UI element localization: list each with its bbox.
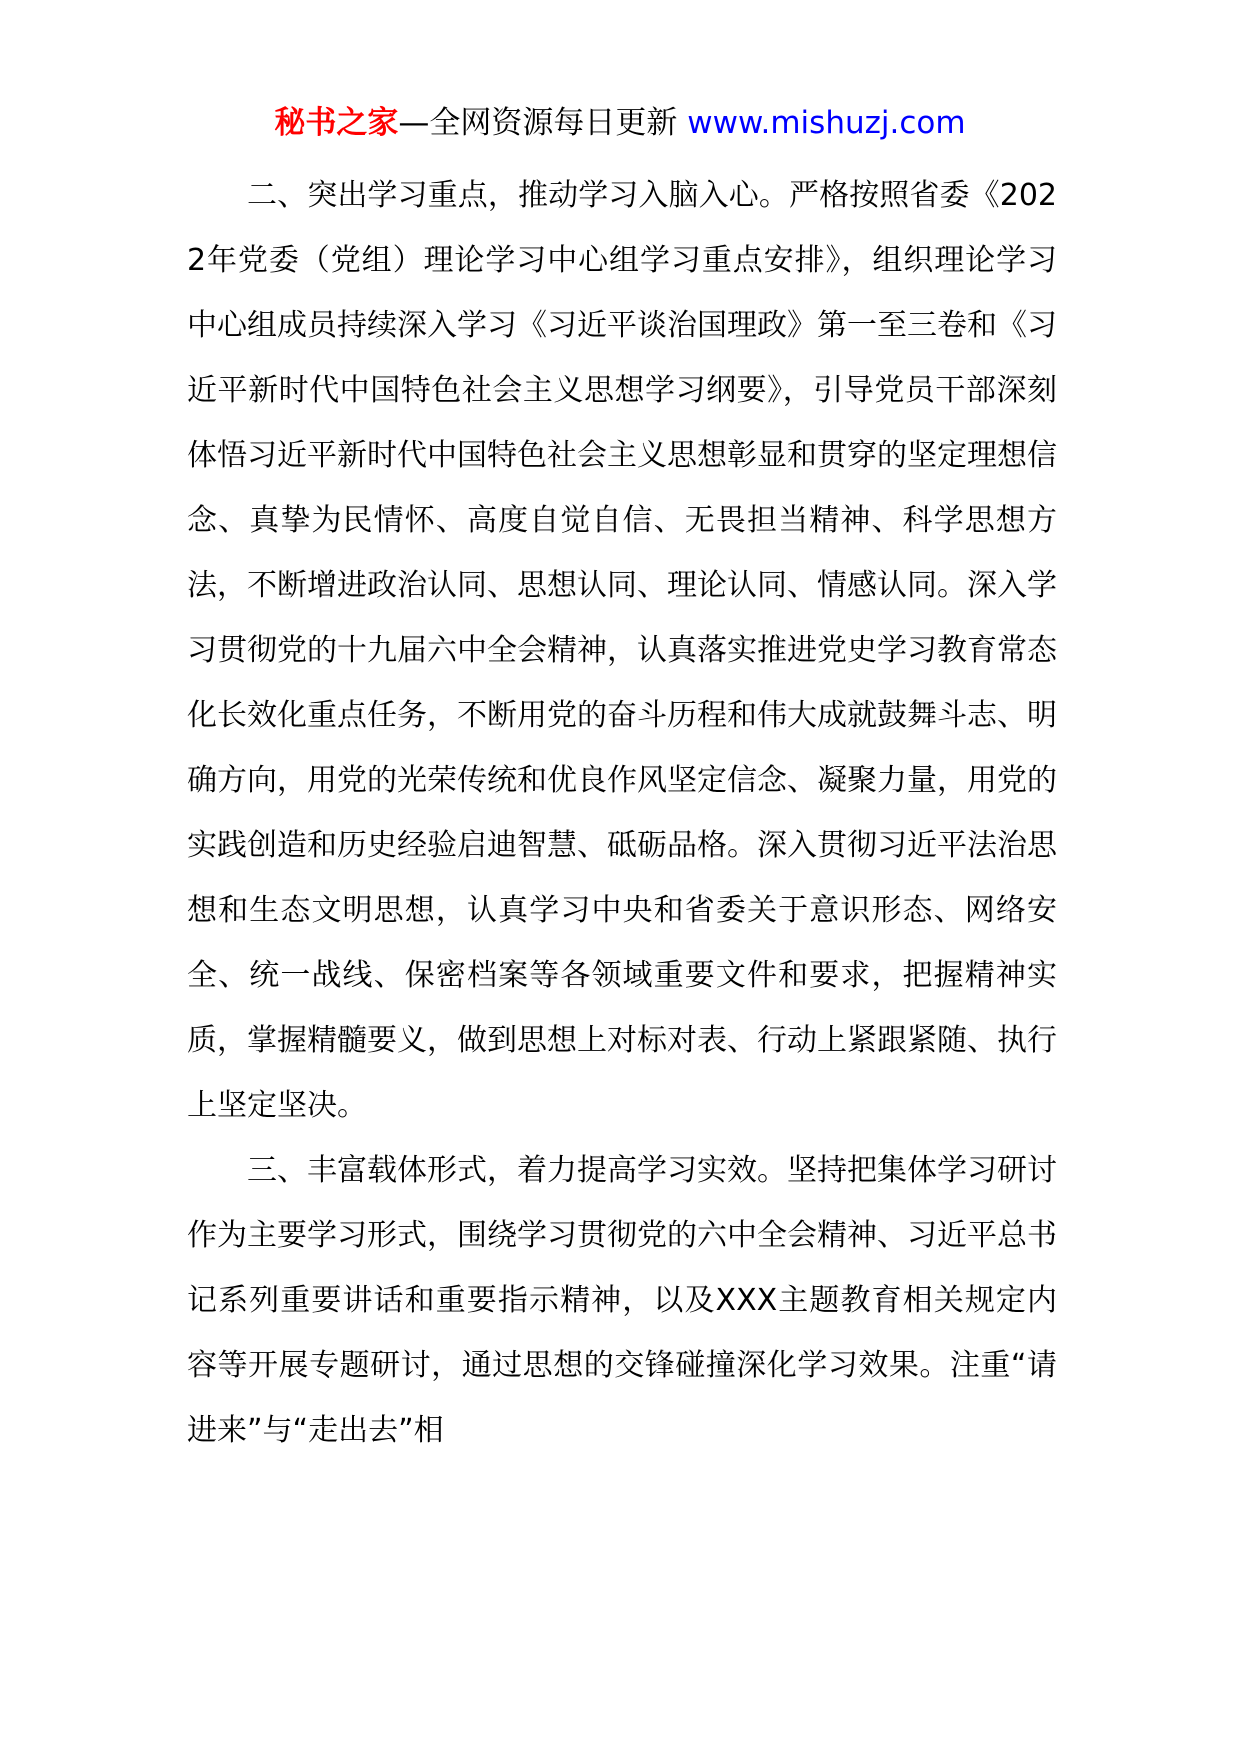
header-tagline: —全网资源每日更新 — [398, 105, 688, 141]
page-header — [0, 100, 1240, 146]
paragraph-study-focus: 二、突出学习重点，推动学习入脑入心。严格按照省委《2022年党委（党组）理论学习中心组学习重点安排》，组织理论学习中心组成员持续深入学习《习近平谈治国理政》第一至三卷和《习近平新时代中国特色社会主义思想学习纲要》，引导党员干部深刻体悟习近平新时代中国特色社会主义思想彰显和贯穿的坚定理想信念、真挚为民情怀、高度自觉自信、无畏担当精神、科学思想方法，不断增进政治认同、思想认同、理论认同、情感认同。深入学习贯彻党的十九届六中全会精神，认真落实推进党史学习教育常态化长效化重点任务，不断用党的奋斗历程和伟大成就鼓舞斗志、明确方向，用党的光荣传统和优良作风坚定信念、凝聚力量，用党的实践创造和历史经验启迪智慧、砥砺品格。深入贯彻习近平法治思想和生态文明思想，认真学习中央和省委关于意识形态、网络安全、统一战线、保密档案等各领域重要文件和要求，把握精神实质，掌握精髓要义，做到思想上对标对表、行动上紧跟紧随、执行上坚定坚决。 — [187, 178, 1057, 1123]
site-url-link[interactable]: www.mishuzj.com — [687, 105, 966, 141]
document-body — [187, 163, 1057, 1463]
paragraph-study-forms: 三、丰富载体形式，着力提高学习实效。坚持把集体学习研讨作为主要学习形式，围绕学习贯彻党的六中全会精神、习近平总书记系列重要讲话和重要指示精神，以及XXX主题教育相关规定内容等开展专题研讨，通过思想的交锋碰撞深化学习效果。注重“请进来”与“走出去”相 — [187, 1153, 1057, 1448]
brand-name: 秘书之家 — [274, 105, 399, 141]
